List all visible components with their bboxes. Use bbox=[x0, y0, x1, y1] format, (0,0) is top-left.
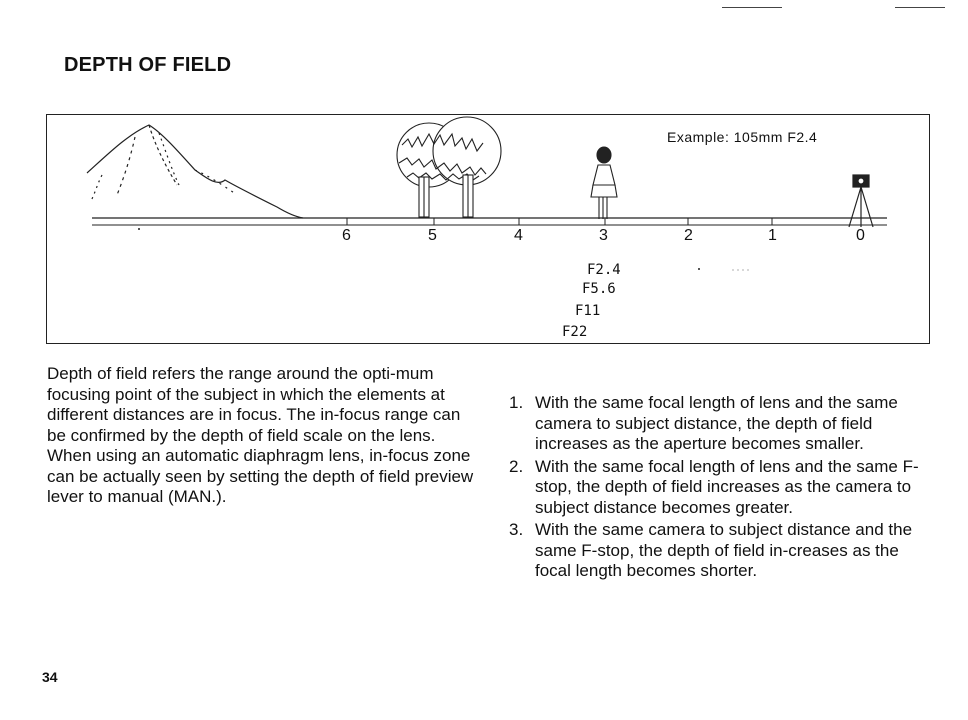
scale-label-1: 1 bbox=[768, 227, 777, 244]
trees-icon bbox=[397, 117, 501, 217]
page-number: 34 bbox=[42, 669, 58, 685]
list-item bbox=[509, 520, 929, 582]
fstop-f11: F11 bbox=[575, 303, 601, 319]
list-item-text: With the same focal length of lens and the same F-stop, the depth of field increases as the camera to subject distance becomes greater. bbox=[535, 456, 919, 517]
mountain-icon bbox=[87, 125, 303, 218]
list-item bbox=[509, 457, 929, 519]
scale-label-5: 5 bbox=[428, 227, 437, 244]
top-rule-left bbox=[722, 7, 782, 8]
scale-label-6: 6 bbox=[342, 227, 351, 244]
scale-label-4: 4 bbox=[514, 227, 523, 244]
fstop-f2-4: F2.4 bbox=[587, 262, 621, 278]
list-item-number: 2. bbox=[509, 456, 524, 476]
page-title: DEPTH OF FIELD bbox=[64, 54, 232, 76]
illustration-drawing bbox=[47, 115, 931, 345]
scale-label-0: 0 bbox=[856, 227, 865, 244]
fstop-f22: F22 bbox=[562, 324, 588, 340]
fstop-f5-6: F5.6 bbox=[582, 281, 616, 297]
person-icon bbox=[591, 147, 617, 219]
list-item-text: With the same focal length of lens and the same camera to subject distance, the depth of field increases as the aperture becomes smaller. bbox=[535, 393, 898, 453]
list-item-text: With the same camera to subject distance and the same F-stop, the depth of field in-creases as the focal length becomes shorter. bbox=[535, 520, 913, 580]
list-item-number: 3. bbox=[509, 520, 524, 539]
scale-label-3: 3 bbox=[599, 227, 608, 244]
rules-list bbox=[509, 393, 929, 584]
example-caption: Example: 105mm F2.4 bbox=[667, 129, 818, 145]
intro-paragraph: Depth of field refers the range around the opti-mum focusing point of the subject in which the elements at different distances are in focus. The in-focus range can be confirmed by the depth of field scale on the lens. When using an automatic diaphragm lens, in-focus zone can be actually seen by setting the depth of field preview lever to manual (MAN.). bbox=[47, 364, 474, 506]
list-item bbox=[509, 393, 929, 455]
list-item-number: 1. bbox=[509, 393, 524, 412]
top-rule-right bbox=[895, 7, 945, 8]
scale-label-2: 2 bbox=[684, 227, 693, 244]
depth-of-field-illustration bbox=[46, 114, 930, 344]
